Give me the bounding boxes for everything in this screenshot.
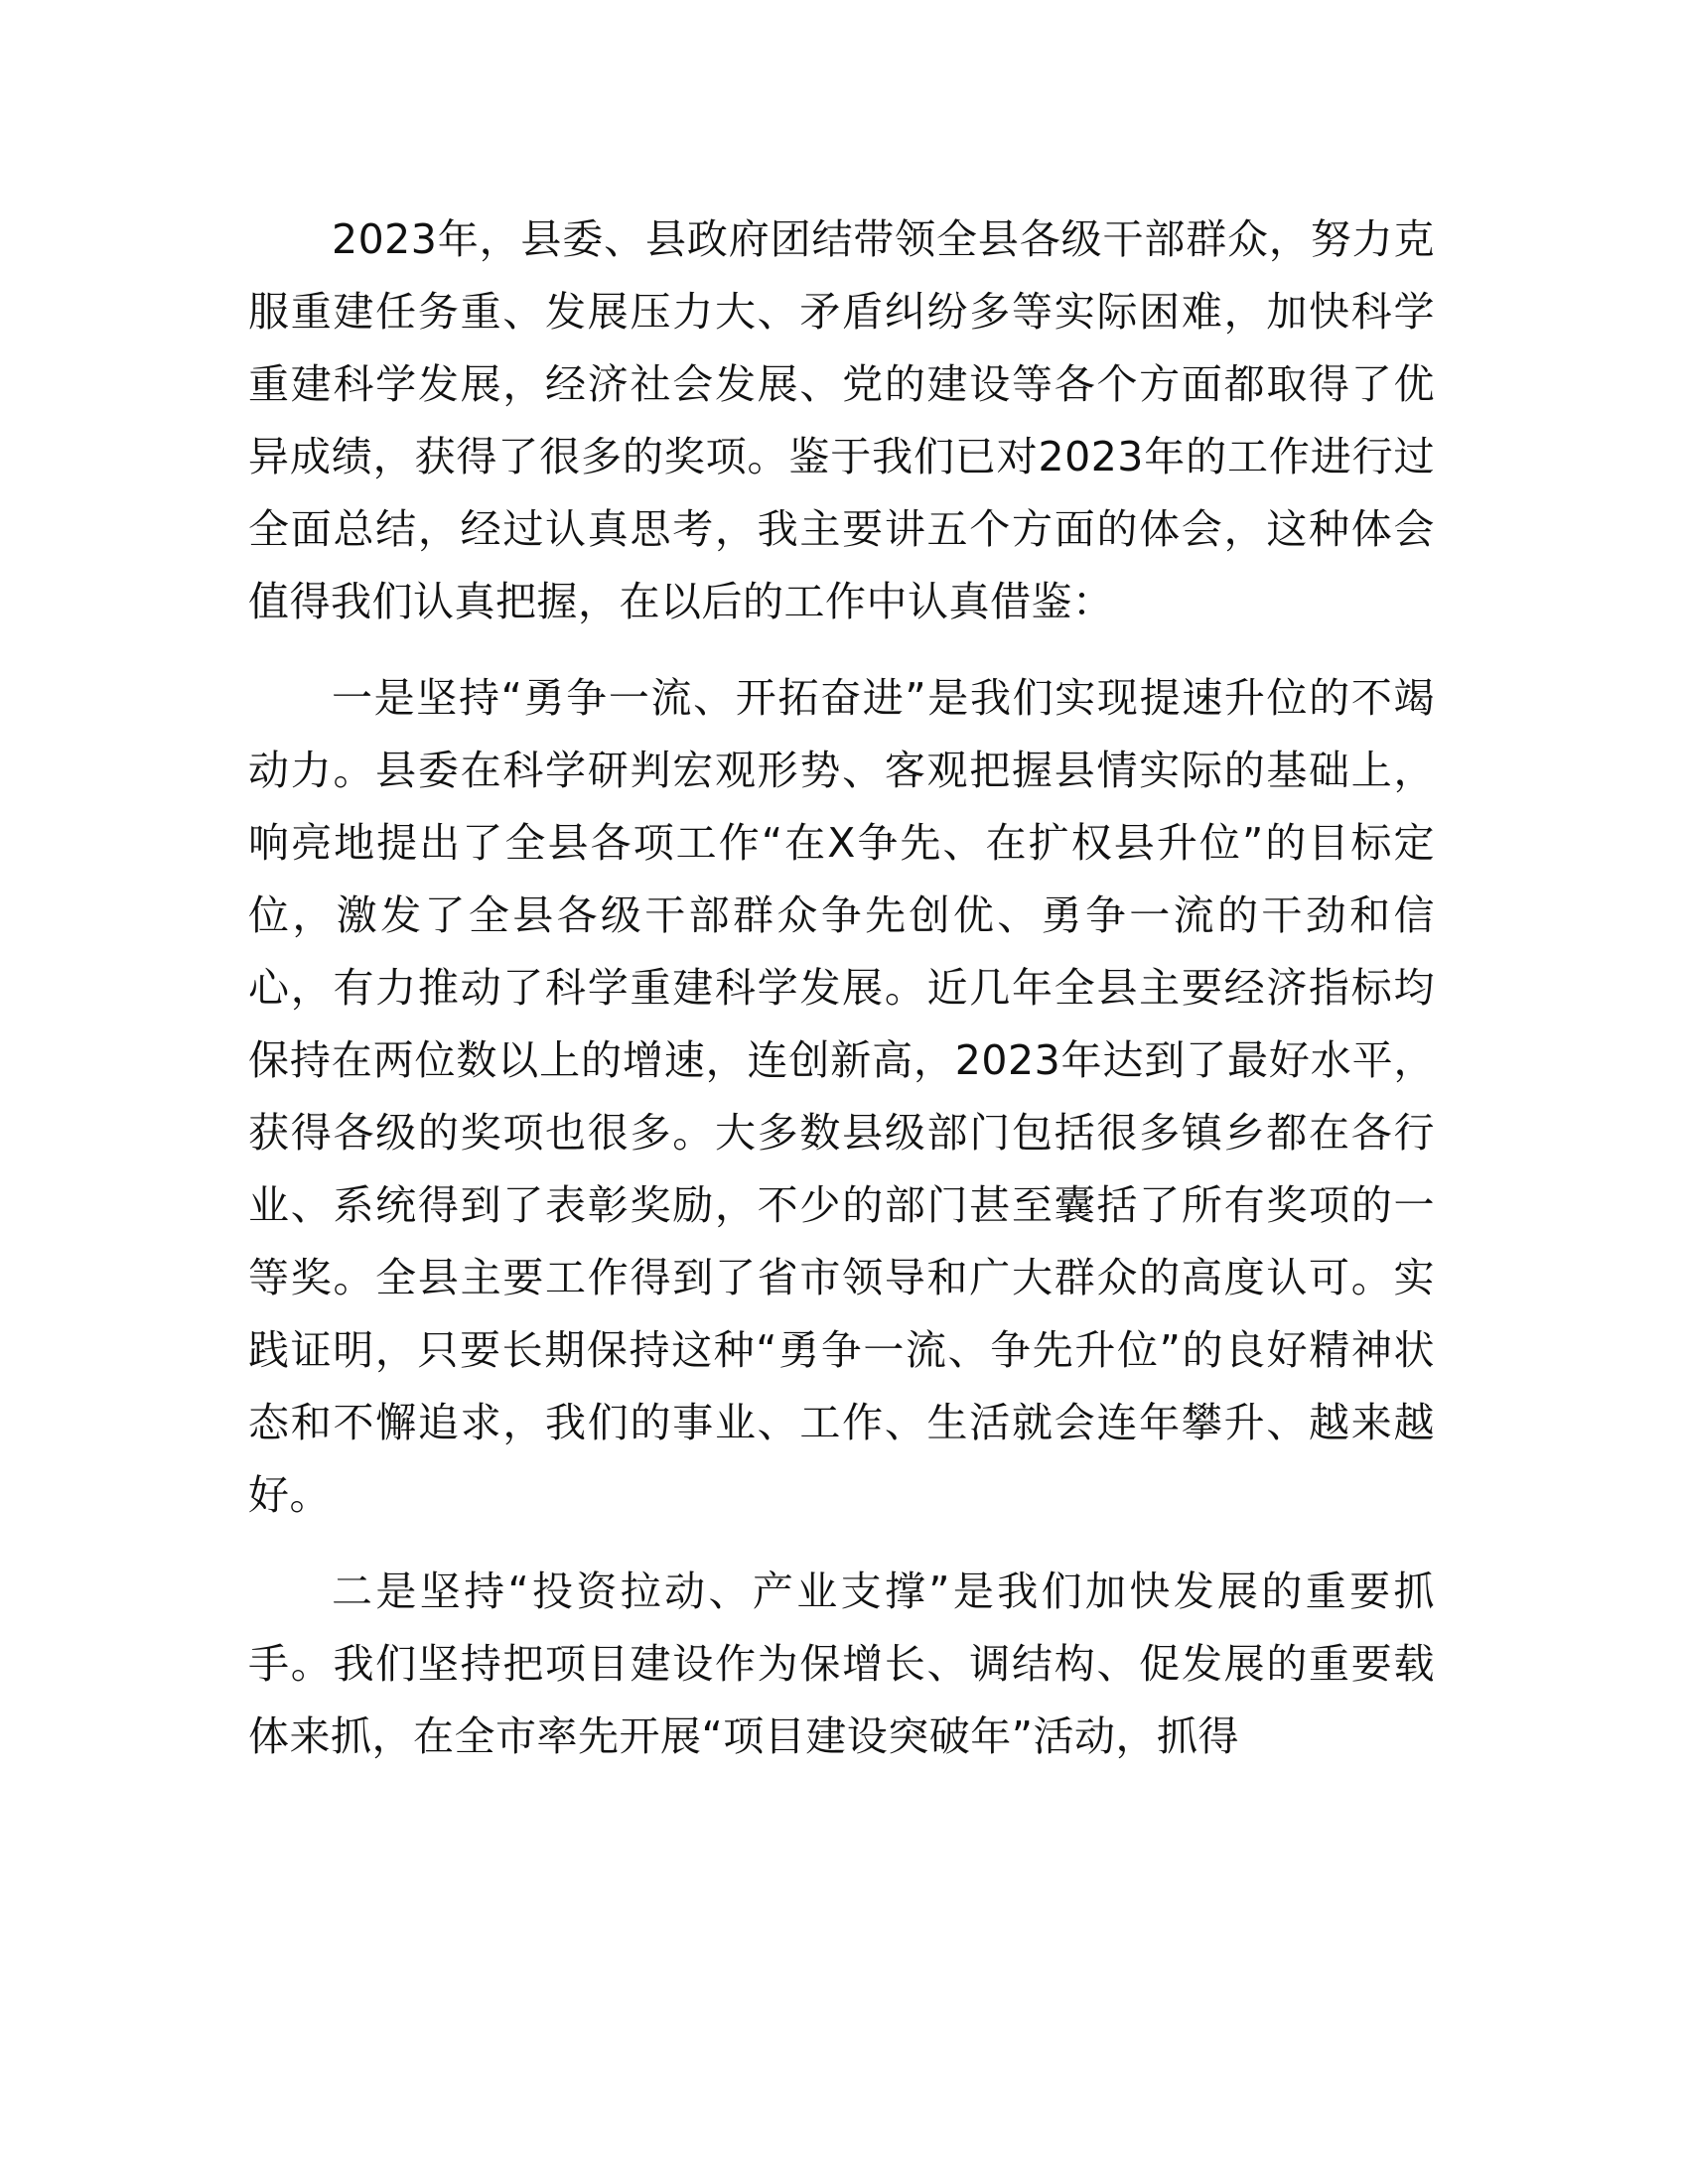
paragraph-point-one: 一是坚持“勇争一流、开拓奋进”是我们实现提速升位的不竭动力。县委在科学研判宏观形势、客观把握县情实际的基础上，响亮地提出了全县各项工作“在X争先、在扩权县升位”的目标定位，激发了全县各级干部群众争先创优、勇争一流的干劲和信心，有力推动了科学重建科学发展。近几年全县主要经济指标均保持在两位数以上的增速，连创新高，2023年达到了最好水平，获得各级的奖项也很多。大多数县级部门包括很多镇乡都在各行业、系统得到了表彰奖励，不少的部门甚至囊括了所有奖项的一等奖。全县主要工作得到了省市领导和广大群众的高度认可。实践证明，只要长期保持这种“勇争一流、争先升位”的良好精神状态和不懈追求，我们的事业、工作、生活就会连年攀升、越来越好。 — [248, 674, 1435, 1519]
paragraph-point-two: 二是坚持“投资拉动、产业支撑”是我们加快发展的重要抓手。我们坚持把项目建设作为保增长、调结构、促发展的重要载体来抓，在全市率先开展“项目建设突破年”活动，抓得 — [248, 1568, 1435, 1760]
paragraph-intro: 2023年，县委、县政府团结带领全县各级干部群众，努力克服重建任务重、发展压力大、矛盾纠纷多等实际困难，加快科学重建科学发展，经济社会发展、党的建设等各个方面都取得了优异成绩，获得了很多的奖项。鉴于我们已对2023年的工作进行过全面总结，经过认真思考，我主要讲五个方面的体会，这种体会值得我们认真把握，在以后的工作中认真借鉴： — [248, 215, 1435, 625]
document-body — [248, 204, 1435, 1797]
